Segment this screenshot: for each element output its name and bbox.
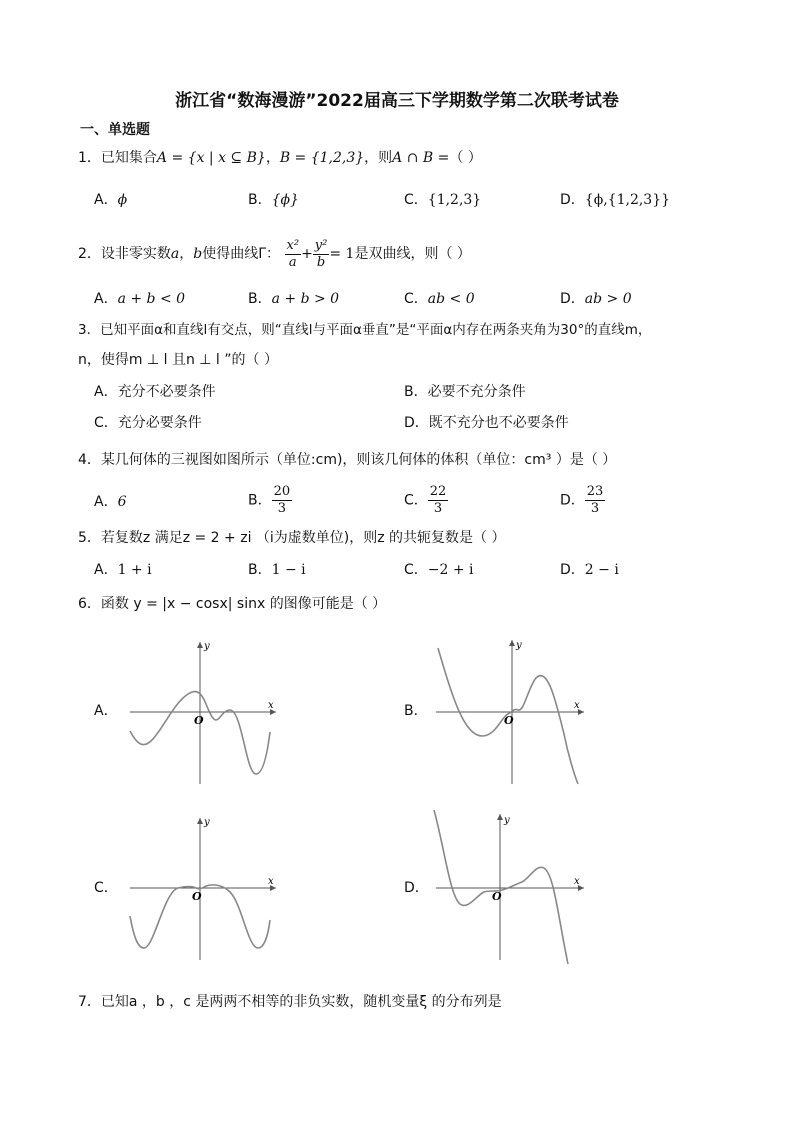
option-text: {ϕ,{1,2,3}} [584, 192, 671, 208]
question-4: 4．某几何体的三视图如图所示（单位:cm)，则该几何体的体积（单位：cm³ ）是（ ） [78, 452, 617, 468]
fraction-numerator: x² [286, 237, 300, 253]
q6-option-a-graph[interactable] [118, 636, 288, 786]
q6-option-b-label[interactable]: B． [404, 703, 428, 719]
q5-option-b[interactable] [248, 560, 306, 580]
option-text: a + b > 0 [271, 291, 340, 307]
option-key: C． [404, 192, 428, 208]
fraction [585, 484, 606, 517]
math-operator: + [301, 246, 313, 262]
curve [434, 810, 568, 964]
option-text: 必要不充分条件 [427, 384, 526, 400]
q5-option-d[interactable] [560, 560, 619, 580]
question-text: ，则 [364, 150, 393, 166]
option-key: D． [560, 562, 585, 578]
origin-label: O [192, 890, 202, 903]
x-axis-label: x [574, 700, 580, 711]
origin-label: O [492, 890, 502, 903]
question-5: 5．若复数z 满足z = 2 + zi （i为虚数单位)，则z 的共轭复数是（ ） [78, 530, 506, 546]
q1-option-b[interactable] [248, 190, 299, 210]
x-axis-label: x [574, 876, 580, 887]
option-key: D． [560, 291, 585, 307]
question-number: 2． [78, 246, 101, 262]
question-7: 7．已知a ，b ，c 是两两不相等的非负实数，随机变量ξ 的分布列是 [78, 994, 502, 1010]
fraction-numerator: 20 [273, 484, 291, 499]
q5-option-a[interactable] [94, 560, 152, 580]
q3-option-c[interactable] [94, 413, 202, 433]
q4-option-c[interactable] [404, 484, 448, 517]
q1-option-a[interactable] [94, 190, 127, 210]
option-text: 既不充分也不必要条件 [428, 415, 569, 431]
q4-option-d[interactable] [560, 484, 605, 517]
fraction-denominator: b [316, 254, 326, 270]
q5-option-c[interactable] [404, 560, 474, 580]
q4-option-a[interactable] [94, 492, 127, 512]
math-expression: B = {1,2,3} [279, 150, 365, 166]
question-number: 1． [78, 150, 101, 166]
option-key: B． [248, 562, 272, 578]
fraction-numerator: 22 [429, 484, 447, 499]
q6-option-d-label[interactable]: D． [404, 880, 429, 896]
q6-option-c-label[interactable]: C． [94, 880, 118, 896]
math-variable: a [170, 246, 180, 262]
math-expression: A ∩ B = [392, 150, 450, 166]
math-expression: = 1 [329, 246, 355, 262]
question-text: 设非零实数 [100, 246, 171, 262]
option-text: {ϕ} [271, 192, 299, 208]
q6-option-a-label[interactable]: A． [94, 703, 118, 719]
fraction-denominator: 3 [590, 501, 600, 516]
q1-option-d[interactable] [560, 190, 670, 210]
option-key: A． [94, 494, 118, 510]
origin-label: O [194, 714, 204, 727]
option-key: B． [248, 291, 272, 307]
option-key: A． [94, 291, 118, 307]
q1-option-c[interactable] [404, 190, 481, 210]
fraction [272, 484, 293, 517]
q3-option-a[interactable] [94, 382, 216, 402]
option-key: B． [248, 492, 272, 509]
q6-option-d-graph[interactable] [426, 806, 596, 966]
fraction-numerator: y² [314, 237, 328, 253]
option-text: 6 [117, 494, 127, 510]
punctuation: ， [265, 150, 280, 166]
q3-option-b[interactable] [404, 382, 526, 402]
option-text: −2 + i [427, 562, 474, 578]
punctuation: ， [179, 246, 194, 262]
q3-option-d[interactable] [404, 413, 569, 433]
option-key: A． [94, 562, 118, 578]
option-key: A． [94, 384, 118, 400]
question-2 [78, 236, 471, 272]
option-text: 充分必要条件 [117, 415, 202, 431]
option-text: 1 − i [271, 562, 306, 578]
fraction [313, 238, 330, 271]
math-expression: A = {x | x ⊆ B} [156, 150, 266, 166]
option-text: 充分不必要条件 [117, 384, 216, 400]
q2-option-d[interactable] [560, 289, 632, 309]
question-3-line-1: 3．已知平面α和直线l有交点，则“直线l与平面α垂直”是“平面α内存在两条夹角为30°的直线m， [78, 322, 652, 338]
question-text: 已知集合 [100, 150, 157, 166]
origin-label: O [504, 714, 514, 727]
option-text: ϕ [117, 192, 128, 208]
exam-title: 浙江省“数海漫游”2022届高三下学期数学第二次联考试卷 [175, 91, 619, 111]
y-axis-label: y [204, 641, 210, 652]
answer-blank: （ ） [449, 150, 482, 166]
option-text: ab < 0 [427, 291, 475, 307]
option-key: D． [560, 492, 585, 509]
x-axis-label: x [268, 876, 274, 887]
option-key: D． [560, 192, 585, 208]
q6-option-c-graph[interactable] [118, 812, 288, 962]
q4-option-b[interactable] [248, 484, 292, 517]
option-key: B． [404, 384, 428, 400]
question-3-line-2: n，使得m ⊥ l 且n ⊥ l ”的（ ） [78, 352, 278, 368]
fraction [285, 238, 302, 271]
option-text: ab > 0 [584, 291, 632, 307]
x-axis-label: x [268, 700, 274, 711]
question-text: 使得曲线Γ： [202, 246, 281, 262]
option-key: C． [404, 492, 428, 509]
q2-option-b[interactable] [248, 289, 339, 309]
y-axis-label: y [504, 815, 510, 826]
question-text: 是双曲线，则（ ） [354, 246, 471, 262]
q6-option-b-graph[interactable] [426, 636, 596, 786]
option-key: A． [94, 192, 118, 208]
option-key: C． [404, 562, 428, 578]
fraction-denominator: a [288, 254, 297, 270]
option-text: 2 − i [584, 562, 619, 578]
q2-option-a[interactable] [94, 289, 185, 309]
question-1 [78, 148, 482, 168]
option-text: 1 + i [117, 562, 152, 578]
fraction-denominator: 3 [433, 501, 443, 516]
q2-option-c[interactable] [404, 289, 475, 309]
option-text: a + b < 0 [117, 291, 186, 307]
fraction [428, 484, 449, 517]
fraction-numerator: 23 [586, 484, 604, 499]
option-key: C． [94, 415, 118, 431]
section-heading: 一、单选题 [80, 122, 150, 138]
question-6: 6．函数 y = |x − cosx| sinx 的图像可能是（ ） [78, 596, 387, 612]
fraction-denominator: 3 [277, 501, 287, 516]
option-key: B． [248, 192, 272, 208]
y-axis-label: y [516, 640, 522, 651]
math-variable: b [193, 246, 203, 262]
option-key: D． [404, 415, 429, 431]
option-key: C． [404, 291, 428, 307]
option-text: {1,2,3} [427, 192, 482, 208]
y-axis-label: y [204, 817, 210, 828]
